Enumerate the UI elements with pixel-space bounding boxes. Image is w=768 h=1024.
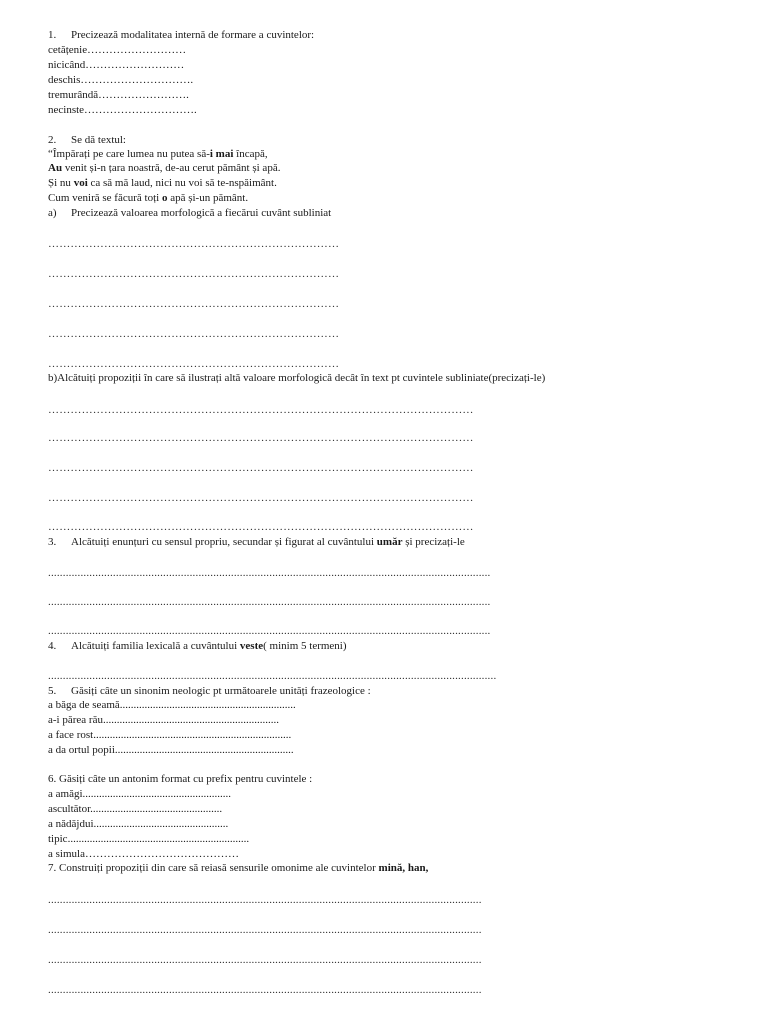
q1-word: nicicând: [48, 59, 86, 71]
answer-line: ……………………………………………………………………………………………………: [48, 521, 474, 533]
q6-item-3: [48, 817, 228, 832]
q6-word: a simula: [48, 848, 85, 860]
expression: a face rost: [48, 729, 94, 741]
answer-line: ......................................................................................................................................................: [48, 567, 491, 579]
answer-dots: ……………………………………: [84, 848, 239, 860]
q1-item-5: [48, 103, 197, 118]
poem-text: “Împărați pe care lumea nu putea să-: [48, 148, 210, 160]
q1-word: necinste: [48, 104, 85, 116]
q1-item-4: [48, 88, 189, 103]
instruction-text: ( minim 5 termeni): [263, 640, 347, 652]
q1-item-1: [48, 43, 186, 58]
poem-line-4: [48, 191, 248, 206]
q1-word: tremurândă: [48, 89, 99, 101]
answer-line: ……………………………………………………………………: [48, 358, 340, 370]
answer-line: ........................................................................................................................................................: [48, 670, 497, 682]
answer-dots: .................................................................: [114, 744, 294, 756]
q1-item-2: [48, 58, 184, 73]
underlined-word: Au: [48, 162, 63, 174]
answer-line: ……………………………………………………………………………………………………: [48, 432, 474, 444]
q1-word: deschis: [48, 74, 81, 86]
q2a-instruction: Precizează valoarea morfologică a fiecărui cuvânt subliniat: [71, 207, 332, 219]
answer-dots: …………………….: [98, 89, 189, 101]
q6-item-1: [48, 787, 231, 802]
answer-line: ……………………………………………………………………………………………………: [48, 404, 474, 416]
q3-instruction: [71, 535, 465, 550]
answer-line: ...................................................................................................................................................: [48, 924, 482, 936]
q6-instruction: 6. Găsiți câte un antonim format cu prefix pentru cuvintele :: [48, 773, 313, 785]
instruction-text: Alcătuiți familia lexicală a cuvântului: [71, 640, 240, 652]
expression: a da ortul popii: [48, 744, 115, 756]
underlined-word: o: [161, 192, 168, 204]
answer-line: ……………………………………………………………………: [48, 238, 340, 250]
q1-instruction: Precizează modalitatea internă de formare a cuvintelor:: [71, 29, 315, 41]
q1-number: 1.: [48, 29, 57, 41]
keyword: umăr: [376, 536, 403, 548]
answer-line: ……………………………………………………………………: [48, 328, 340, 340]
answer-line: ......................................................................................................................................................: [48, 596, 491, 608]
q6-word: ascultător: [48, 803, 91, 815]
answer-dots: ………………………: [87, 44, 187, 56]
answer-line: ……………………………………………………………………………………………………: [48, 492, 474, 504]
q5-item-1: [48, 698, 296, 713]
answer-line: ……………………………………………………………………………………………………: [48, 462, 474, 474]
q4-instruction: [71, 639, 347, 654]
q5-item-3: [48, 728, 291, 743]
answer-line: ...................................................................................................................................................: [48, 984, 482, 996]
q7-instruction: [48, 861, 428, 876]
answer-dots: ..................................................................: [67, 833, 250, 845]
poem-text: apă și-un pământ.: [167, 192, 249, 204]
q2a-label: a): [48, 207, 57, 219]
poem-text: încapă,: [233, 148, 268, 160]
answer-dots: ........................................................................: [93, 729, 292, 741]
underlined-word: voi: [73, 177, 88, 189]
keyword: veste: [239, 640, 264, 652]
instruction-text: 7. Construiți propoziții din care să reiasă sensurile omonime ale cuvintelor: [48, 862, 379, 874]
answer-dots: ………………………: [85, 59, 185, 71]
q4-number: 4.: [48, 640, 57, 652]
answer-line: ...................................................................................................................................................: [48, 894, 482, 906]
answer-line: ……………………………………………………………………: [48, 268, 340, 280]
answer-line: ...................................................................................................................................................: [48, 954, 482, 966]
poem-text: Cum veniră se făcură toți: [48, 192, 162, 204]
poem-line-2: [48, 161, 280, 176]
answer-dots: .................................................: [93, 818, 229, 830]
q5-item-4: [48, 743, 294, 758]
answer-line: ......................................................................................................................................................: [48, 625, 491, 637]
keyword: mină, han,: [378, 862, 429, 874]
poem-text: Și nu: [48, 177, 74, 189]
answer-dots: ………………………….: [80, 74, 194, 86]
instruction-text: și precizați-le: [402, 536, 465, 548]
q1-item-3: [48, 73, 193, 88]
answer-dots: ………………………….: [84, 104, 197, 116]
poem-line-1: [48, 147, 268, 162]
q6-item-4: [48, 832, 249, 847]
q6-word: a amăgi: [48, 788, 83, 800]
q6-word: a nădăjdui: [48, 818, 94, 830]
q6-item-5: [48, 847, 239, 862]
q5-item-2: [48, 713, 279, 728]
underlined-word: i mai: [209, 148, 234, 160]
q2-instruction: Se dă textul:: [71, 134, 126, 146]
answer-dots: ................................................................: [119, 699, 296, 711]
q3-number: 3.: [48, 536, 57, 548]
answer-line: ……………………………………………………………………: [48, 298, 340, 310]
poem-text: ca să mă laud, nici nu voi să te-nspăimânt.: [87, 177, 277, 189]
expression: a băga de seamă: [48, 699, 120, 711]
answer-dots: ................................................: [90, 803, 223, 815]
q2b-instruction: b)Alcătuiți propoziții în care să ilustrați altă valoare morfologică decât în text pt cuvintele subliniate(precizați-le): [48, 372, 546, 384]
q6-word: tipic: [48, 833, 68, 845]
q6-item-2: [48, 802, 222, 817]
expression: a-i părea rău: [48, 714, 103, 726]
instruction-text: Alcătuiți enunțuri cu sensul propriu, secundar și figurat al cuvântului: [71, 536, 377, 548]
q5-instruction: Găsiți câte un sinonim neologic pt următoarele unități frazeologice :: [71, 685, 371, 697]
q5-number: 5.: [48, 685, 57, 697]
answer-dots: ................................................................: [102, 714, 279, 726]
q2-number: 2.: [48, 134, 57, 146]
poem-text: venit și-n țara noastră, de-au cerut pământ și apă.: [62, 162, 281, 174]
answer-dots: ......................................................: [82, 788, 232, 800]
q1-word: cetățenie: [48, 44, 88, 56]
poem-line-3: [48, 176, 277, 191]
